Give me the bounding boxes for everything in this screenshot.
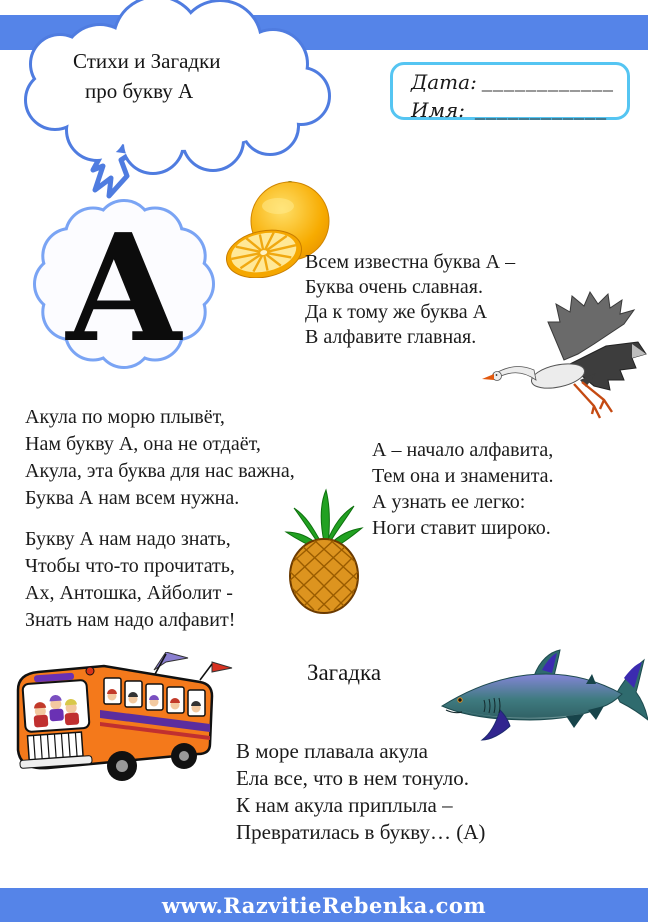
big-letter-a: А <box>63 201 185 375</box>
poem-line: Всем известна буква А – <box>305 251 516 273</box>
riddle-line: В море плавала акула <box>236 739 428 763</box>
website-url: www.RazvitieRebenka.com <box>161 892 487 918</box>
poem-line: А – начало алфавита, <box>372 439 554 461</box>
footer-banner <box>0 888 648 922</box>
poem-line: Ах, Антошка, Айболит - <box>25 582 233 604</box>
title-cloud <box>5 0 341 200</box>
pineapple-illustration <box>280 486 368 614</box>
riddle-line: К нам акула приплыла – <box>236 793 453 817</box>
poem-line: Тем она и знаменита. <box>372 465 554 487</box>
riddle-text <box>236 738 485 846</box>
shark-illustration <box>438 648 648 748</box>
title-line-2: про букву А <box>85 79 194 103</box>
title-line-1: Стихи и Загадки <box>73 49 221 73</box>
poem-line: А узнать ее легко: <box>372 491 526 513</box>
poem-line: Знать нам надо алфавит! <box>25 609 236 631</box>
riddle-line: Превратилась в букву… (А) <box>236 820 486 844</box>
poem-line: Чтобы что-то прочитать, <box>25 555 235 577</box>
date-label: Дата: <box>411 70 477 94</box>
poem-line: Акула по морю плывёт, <box>25 406 225 428</box>
letter-badge <box>28 196 220 376</box>
poem-line: Буква А нам всем нужна. <box>25 487 240 509</box>
poem-line: Буква очень славная. <box>305 276 483 298</box>
poem-line: Букву А нам надо знать, <box>25 528 231 550</box>
poem-line: Нам букву А, она не отдаёт, <box>25 433 261 455</box>
date-name-box <box>390 62 630 120</box>
poem-line: Да к тому же буква А <box>305 301 488 323</box>
bus-illustration <box>4 652 236 804</box>
riddle-heading: Загадка <box>306 660 382 685</box>
poem-line: Акула, эта буква для нас важна, <box>25 460 295 482</box>
date-blank-line: ____________ <box>481 72 614 94</box>
poem-shark-stanza-2 <box>25 526 235 634</box>
name-blank-line: ____________ <box>475 100 608 122</box>
riddle-line: Ела все, что в нем тонуло. <box>236 766 469 790</box>
poem-alphabet <box>372 437 554 541</box>
date-row <box>411 69 627 97</box>
name-row <box>411 97 627 125</box>
page-title <box>73 46 221 106</box>
poem-line: В алфавите главная. <box>305 326 477 348</box>
stork-illustration <box>482 288 648 420</box>
poem-line: Ноги ставит широко. <box>372 517 551 539</box>
name-label: Имя: <box>411 98 466 122</box>
poem-shark-stanza-1 <box>25 404 295 512</box>
